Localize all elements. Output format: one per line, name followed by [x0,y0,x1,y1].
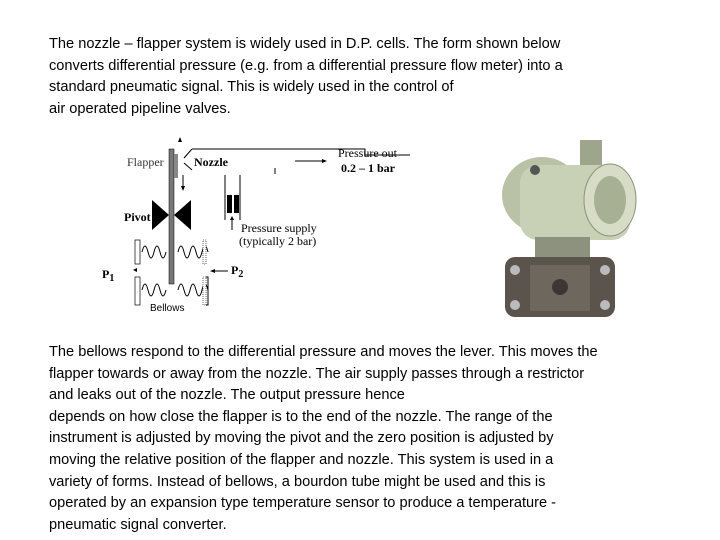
dp-transmitter-photo [480,125,640,330]
body-paragraph [49,342,598,536]
text-line: operated by an expansion type temperature sensor to produce a temperature - [49,495,557,512]
intro-paragraph [49,34,563,120]
pressure-out-range: 0.2 – 1 bar [341,161,395,175]
p2-label: $P_2$ [231,263,244,280]
p1-label: $P_1$ [102,267,115,284]
text-line: moving the relative position of the flapper and nozzle. This system is used in a [49,451,554,468]
text-line: variety of forms. Instead of bellows, a bourdon tube might be used and this is [49,473,546,490]
text-line: depends on how close the flapper is to the end of the nozzle. The range of the [49,408,553,425]
bellows-label: Bellows [150,303,185,314]
pressure-out-label: Pressure out [338,146,397,160]
pressure-supply-note: (typically 2 bar) [239,234,317,248]
text-line: air operated pipeline valves. [49,100,231,117]
pivot-label: Pivot [124,210,151,224]
text-line: instrument is adjusted by moving the pivot and the zero position is adjusted by [49,430,554,447]
text-line: The bellows respond to the differential pressure and moves the lever. This moves the [49,344,598,360]
text-line: pneumatic signal converter. [49,516,227,533]
nozzle-flapper-diagram [90,130,410,320]
flapper-label: Flapper [127,155,164,169]
text-line: The nozzle – flapper system is widely used in D.P. cells. The form shown below [49,36,561,52]
text-line: flapper towards or away from the nozzle. The air supply passes through a restrictor [49,365,585,382]
text-line: standard pneumatic signal. This is widely used in the control of [49,79,454,96]
text-line: and leaks out of the nozzle. The output pressure hence [49,387,405,404]
nozzle-label: Nozzle [194,155,228,169]
pressure-supply-label: Pressure supply [241,221,317,235]
text-line: converts differential pressure (e.g. from a differential pressure flow meter) into a [49,57,563,74]
